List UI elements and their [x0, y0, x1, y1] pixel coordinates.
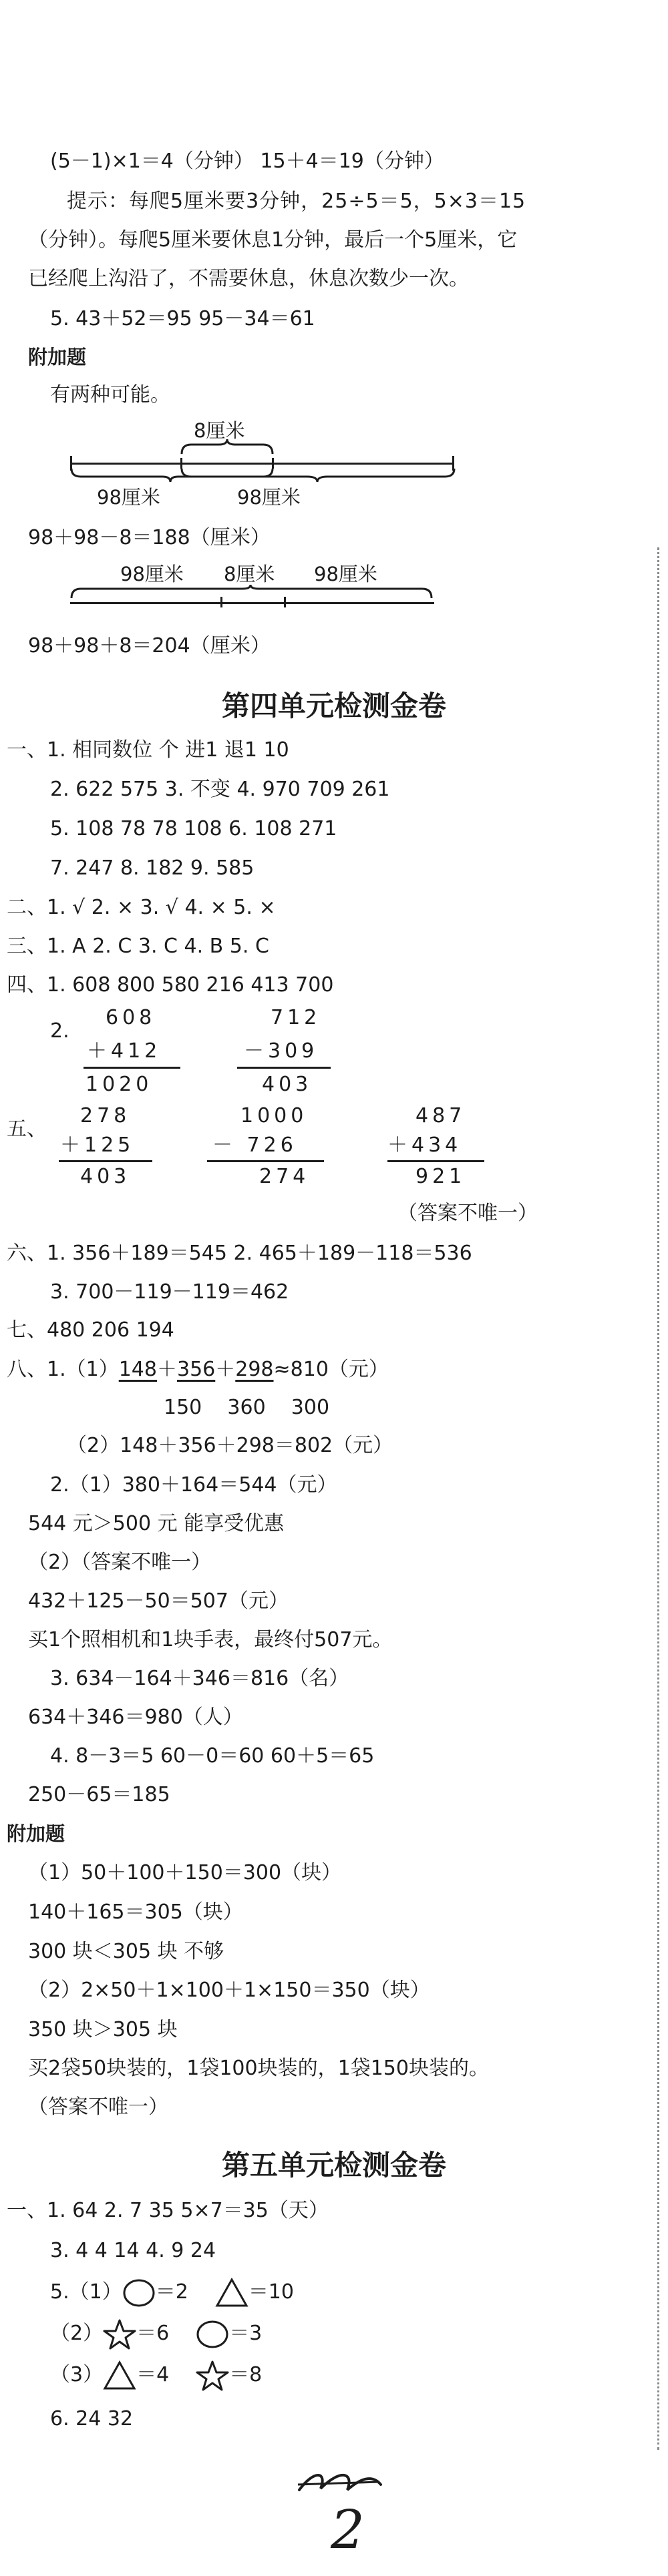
calc-rule [207, 1160, 324, 1162]
underlined-number: 148 [118, 1358, 157, 1381]
brace-top-full [70, 585, 434, 601]
text-line: 3. 700－119－119＝462 [50, 1280, 289, 1304]
calc-operand: 487 [415, 1104, 466, 1127]
text-prefix: （3） [50, 2363, 104, 2386]
circle-icon [196, 2319, 229, 2350]
calc-operand: 608 [106, 1006, 156, 1029]
segment-label: 98厘米 [314, 563, 377, 585]
circle-icon [122, 2278, 156, 2308]
section-heading: 附加题 [7, 1822, 65, 1845]
calc-operand: 1000 [240, 1104, 308, 1127]
segment-line [70, 602, 434, 604]
calc-rule [237, 1067, 331, 1069]
calc-result: 274 [259, 1165, 310, 1188]
segment-label: 98厘米 [97, 486, 160, 509]
shape-answer-line [50, 2275, 294, 2310]
text-line: （2）2×50＋1×100＋1×150＝350（块） [28, 1979, 430, 2002]
text-line: 432＋125－50＝507（元） [28, 1589, 289, 1613]
shape-answer-line [50, 2316, 262, 2351]
unit5-title: 第五单元检测金卷 [221, 2149, 446, 2181]
shape-value: ＝8 [229, 2363, 263, 2386]
segment-tick [220, 597, 222, 607]
segment-tick [284, 597, 286, 607]
text-suffix: ≈810（元） [273, 1358, 389, 1381]
calc-rule [59, 1160, 152, 1162]
scribble-mark [294, 2463, 387, 2503]
text-line: 有两种可能。 [50, 383, 170, 407]
text-line: 3. 4 4 14 4. 9 24 [50, 2239, 216, 2262]
text-line: 7. 247 8. 182 9. 585 [50, 856, 255, 880]
shape-value: ＝4 [136, 2363, 170, 2386]
text-line: （分钟）。每爬5厘米要休息1分钟，最后一个5厘米，它 [28, 228, 518, 252]
text-prefix: 5.（1） [50, 2280, 122, 2304]
text-line: 三、1. A 2. C 3. C 4. B 5. C [7, 935, 269, 958]
calc-result: 1020 [86, 1073, 153, 1096]
star-icon [103, 2318, 136, 2350]
text-line: 5. 43＋52＝95 95－34＝61 [50, 307, 315, 330]
text-line: 98＋98＋8＝204（厘米） [28, 634, 271, 658]
shape-value: ＝2 [155, 2280, 188, 2304]
text-line: 一、1. 相同数位 个 进1 退1 10 [7, 738, 289, 762]
brace-top [180, 442, 274, 455]
text-line: 4. 8－3＝5 60－0＝60 60＋5＝65 [50, 1744, 375, 1768]
calc-result: 403 [80, 1165, 131, 1188]
plus-sign: ＋ [215, 1358, 236, 1381]
calc-result: 403 [262, 1073, 313, 1096]
text-line: 5. 108 78 78 108 6. 108 271 [50, 817, 337, 840]
text-line: 250－65＝185 [28, 1783, 170, 1806]
plus-sign: ＋ [156, 1358, 177, 1381]
text-prefix: 八、1.（1） [7, 1358, 119, 1381]
text-line: 买1个照相机和1块手表，最终付507元。 [28, 1628, 393, 1651]
underlined-number: 298 [235, 1358, 274, 1381]
star-icon [196, 2360, 229, 2392]
text-line: 二、1. √ 2. × 3. √ 4. × 5. × [7, 896, 276, 919]
brace-bottom-right [180, 467, 456, 481]
text-line: 544 元＞500 元 能享受优惠 [28, 1512, 285, 1535]
calc-rule [84, 1067, 180, 1069]
segment-label: 98厘米 [237, 486, 301, 509]
text-line: 140＋165＝305（块） [28, 1900, 243, 1924]
text-line: 300 块＜305 块 不够 [28, 1940, 224, 1963]
triangle-icon [215, 2278, 248, 2308]
text-line: 买2袋50块装的，1袋100块装的，1袋150块装的。 [28, 2057, 489, 2080]
text-line: 98＋98－8＝188（厘米） [28, 526, 271, 549]
margin-dotted-line [657, 547, 659, 2450]
calc-rule [387, 1160, 484, 1162]
text-line: 3. 634－164＋346＝816（名） [50, 1667, 349, 1690]
calc-operand: 712 [271, 1006, 321, 1029]
calc-operand: 278 [80, 1104, 131, 1127]
text-line: 五、 [7, 1117, 47, 1141]
text-line: 已经爬上沟沿了，不需要休息，休息次数少一次。 [28, 267, 469, 290]
section-heading: 附加题 [28, 346, 87, 368]
calc-operand: －309 [244, 1039, 319, 1063]
shape-value: ＝3 [229, 2322, 263, 2345]
shape-value: ＝10 [248, 2280, 294, 2304]
text-line: 提示：每爬5厘米要3分钟，25÷5＝5，5×3＝15 [67, 190, 526, 213]
text-line: 七、480 206 194 [7, 1318, 174, 1342]
calc-operand: ＋412 [87, 1039, 162, 1063]
estimate-values: 150 360 300 [164, 1396, 330, 1419]
text-line: 634＋346＝980（人） [28, 1706, 243, 1729]
calc-operand: ＋434 [387, 1133, 462, 1157]
calc-operand: ＋125 [60, 1133, 135, 1157]
calc-operand: － 726 [212, 1133, 297, 1157]
shape-value: ＝6 [136, 2322, 170, 2345]
text-line: （2）（答案不唯一） [28, 1551, 212, 1574]
text-line: （1）50＋100＋150＝300（块） [28, 1861, 342, 1884]
underlined-number: 356 [176, 1358, 216, 1381]
note-text: （答案不唯一） [397, 1202, 538, 1225]
text-line: 四、1. 608 800 580 216 413 700 [7, 973, 334, 997]
text-line: 六、1. 356＋189＝545 2. 465＋189－118＝536 [7, 1242, 472, 1265]
shape-answer-line [50, 2358, 262, 2392]
note-text: （答案不唯一） [28, 2095, 168, 2119]
text-line: 2. [50, 1019, 69, 1043]
triangle-icon [103, 2360, 136, 2391]
segment-line [70, 463, 454, 465]
page-number: 2 [331, 2499, 365, 2561]
unit4-title: 第四单元检测金卷 [221, 690, 446, 722]
segment-label: 98厘米 [120, 563, 184, 585]
text-line: (5－1)×1＝4（分钟） 15＋4＝19（分钟） [50, 150, 444, 173]
segment-label: 8厘米 [224, 563, 275, 585]
text-line: （2）148＋356＋298＝802（元） [67, 1434, 393, 1457]
text-line: 2. 622 575 3. 不变 4. 970 709 261 [50, 778, 390, 801]
text-line: 350 块＞305 块 [28, 2018, 178, 2041]
segment-label: 8厘米 [194, 419, 245, 442]
text-line: 一、1. 64 2. 7 35 5×7＝35（天） [7, 2199, 329, 2222]
estimate-line [7, 1356, 389, 1383]
text-line: 6. 24 32 [50, 2407, 134, 2430]
calc-result: 921 [415, 1165, 466, 1188]
text-line: 2.（1）380＋164＝544（元） [50, 1473, 337, 1497]
text-prefix: （2） [50, 2322, 104, 2345]
